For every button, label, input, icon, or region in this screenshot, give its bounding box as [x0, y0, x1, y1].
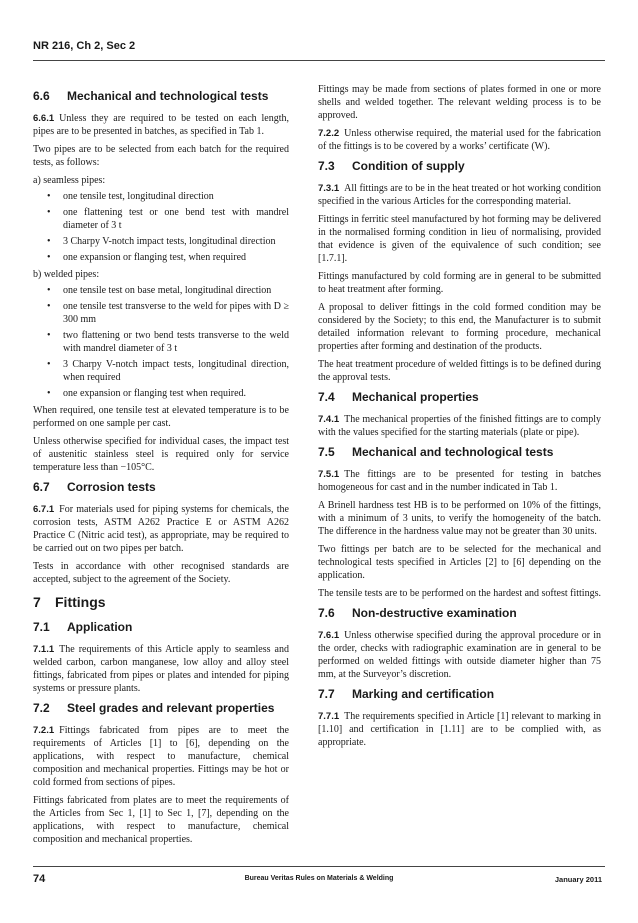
list-item: • one tensile test on base metal, longitudinal direction: [33, 284, 289, 297]
list-item: • one expansion or flanging test, when required: [33, 251, 289, 264]
list-item: • 3 Charpy V-notch impact tests, longitudinal direction: [33, 235, 289, 248]
paragraph: Fittings manufactured by cold forming are in general to be submitted to heat treatment after forming.: [318, 271, 601, 295]
paragraph: 7.4.1 The mechanical properties of the finished fittings are to comply with the values specified for the starting materials (plate or pipe).: [318, 414, 601, 438]
left-column: [33, 83, 289, 851]
section-heading: 7.6 Non-destructive examination: [318, 606, 517, 620]
list-label: a) seamless pipes:: [33, 175, 106, 186]
footer-title: Bureau Veritas Rules on Materials & Welding: [244, 875, 394, 882]
section-heading: 7.7 Marking and certification: [318, 687, 495, 701]
paragraph: A Brinell hardness test HB is to be performed on 10% of the fittings, with a minimum of 3 units, to verify the homogeneity of the batch. The difference in the hardness value may not be greater than 30 units.: [318, 500, 601, 537]
section-heading: 6.6 Mechanical and technological tests: [33, 89, 269, 103]
paragraph: The heat treatment procedure of welded fittings is to be defined during the approval tests.: [318, 359, 601, 383]
list-item: • one tensile test, longitudinal direction: [33, 190, 289, 203]
paragraph: The tensile tests are to be performed on the hardest and softest fittings.: [318, 588, 601, 599]
list-label: b) welded pipes:: [33, 269, 100, 280]
paragraph: Fittings may be made from sections of plates formed in one or more shells and welded together. The relevant welding process is to be approved.: [318, 84, 601, 121]
list-item: • one flattening test or one bend test with mandrel diameter of 3 t: [33, 206, 289, 232]
paragraph: 7.5.1 The fittings are to be presented for testing in batches homogeneous for cast and in the number indicated in Tab 1.: [318, 469, 601, 493]
running-header: NR 216, Ch 2, Sec 2: [33, 40, 136, 52]
paragraph: 7.2.2 Unless otherwise required, the material used for the fabrication of the fittings is to be covered by a works’ certificate (W).: [318, 128, 601, 152]
paragraph: 6.7.1 For materials used for piping systems for chemicals, the corrosion tests, ASTM A262 Practice E or ASTM A262 Practice C (Nitric acid test), as appropriate, may be required to be carried out on two pipes per batch.: [33, 504, 289, 554]
paragraph: Unless otherwise specified for individual cases, the impact test of austenitic stainless steel is required only for service temperature less than −105°C.: [33, 436, 289, 473]
section-heading: 7.3 Condition of supply: [318, 159, 465, 173]
paragraph: 7.7.1 The requirements specified in Article [1] relevant to marking in [1.10] and certification in [1.11] are to be complied with, as appropriate.: [318, 711, 601, 748]
header-rule: [33, 60, 605, 61]
paragraph: 6.6.1 Unless they are required to be tested on each length, pipes are to be presented in batches, as specified in Tab 1.: [33, 113, 289, 137]
list-item: • two flattening or two bend tests transverse to the weld with mandrel diameter of 3 t: [33, 329, 289, 355]
bullet-list: [33, 284, 289, 400]
paragraph: When required, one tensile test at elevated temperature is to be performed on one sample per cast.: [33, 405, 289, 429]
paragraph: A proposal to deliver fittings in the cold formed condition may be considered by the Society; to this end, the Manufacturer is to submit detailed information relevant to forming procedure, mechanical properties after forming and destination of the products.: [318, 302, 601, 352]
section-heading: 7.5 Mechanical and technological tests: [318, 445, 554, 459]
paragraph: Fittings in ferritic steel manufactured by hot forming may be delivered in the normalised forming condition in lieu of normalising, provided that evidence is given of the equivalence of such condition; see [1.7.1].: [318, 214, 601, 264]
paragraph: Two fittings per batch are to be selected for the mechanical and technological tests specified in Articles [2] to [6] depending on the application.: [318, 544, 601, 581]
paragraph: 7.1.1 The requirements of this Article apply to seamless and welded carbon, carbon manganese, low alloy and alloy steel fittings, fabricated from pipes or plates and intended for piping systems or pressure plants.: [33, 644, 289, 694]
footer-date: January 2011: [554, 875, 602, 884]
paragraph: Two pipes are to be selected from each batch for the required tests, as follows:: [33, 144, 289, 168]
section-heading: 6.7 Corrosion tests: [33, 480, 156, 494]
section-heading: 7.1 Application: [33, 620, 133, 634]
list-item: • 3 Charpy V-notch impact tests, longitudinal direction, when required: [33, 358, 289, 384]
paragraph: 7.3.1 All fittings are to be in the heat treated or hot working condition specified in the various Articles for the corresponding material.: [318, 183, 601, 207]
right-column: [318, 83, 601, 754]
article-heading: 7 Fittings: [33, 594, 106, 610]
list-item: • one tensile test transverse to the weld for pipes with D ≥ 300 mm: [33, 300, 289, 326]
paragraph: Fittings fabricated from plates are to meet the requirements of the Articles from Sec 1, [1] to Sec 1, [7], depending on the applications, with respect to manufacture, chemical composition and mechanical properties.: [33, 795, 289, 845]
footer-rule: [33, 866, 605, 867]
bullet-list: [33, 190, 289, 264]
paragraph: 7.6.1 Unless otherwise specified during the approval procedure or in the order, checks with radiographic examination are in general to be performed on welded fittings with outside diameter higher than 75 mm, at the Surveyor’s discretion.: [318, 630, 601, 680]
paragraph: Tests in accordance with other recognised standards are accepted, subject to the agreement of the Society.: [33, 561, 289, 585]
page-number: 74: [33, 873, 46, 885]
section-heading: 7.4 Mechanical properties: [318, 390, 479, 404]
section-heading: 7.2 Steel grades and relevant properties: [33, 701, 275, 715]
list-item: • one expansion or flanging test when required.: [33, 387, 289, 400]
paragraph: 7.2.1 Fittings fabricated from pipes are to meet the requirements of Articles [1] to [6], depending on the applications, with respect to manufacture, chemical composition and mechanical properties. Fittings may be hot or cold formed from sections of pipes.: [33, 725, 289, 788]
